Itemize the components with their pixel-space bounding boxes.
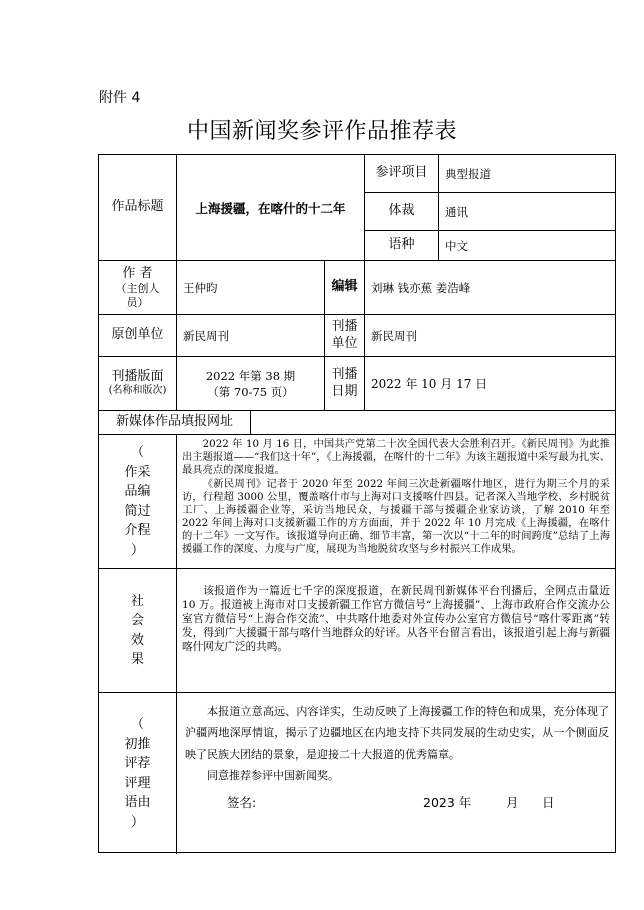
new-media-url-value bbox=[251, 411, 615, 435]
review-label-line: 评荐 bbox=[124, 756, 151, 771]
publish-unit-label-line1: 刊播 bbox=[331, 319, 358, 335]
intro-label-line: 介程 bbox=[124, 523, 151, 538]
publish-date-label-line2: 日期 bbox=[331, 383, 358, 399]
publish-unit-label-line2: 单位 bbox=[331, 335, 358, 351]
publish-date-value: 2022 年 10 月 17 日 bbox=[365, 357, 615, 411]
review-paragraph: 本报道立意高远、内容详实，生动反映了上海援疆工作的特色和成果，充分体现了沪疆两地深厚情谊，揭示了边疆地区在内地支持下共同发展的生动史实，从一个侧面反映了民族大团结的景象，是迎接二十大报道的优秀篇章。 bbox=[185, 705, 609, 761]
original-unit-label: 原创单位 bbox=[99, 315, 177, 357]
new-media-url-label: 新媒体作品填报网址 bbox=[99, 411, 251, 435]
author-value: 王仲昀 bbox=[177, 261, 325, 315]
recommendation-form bbox=[98, 154, 616, 853]
author-label-line2: （主创人 bbox=[115, 281, 160, 295]
intro-paragraph: 《新民周刊》记者于 2020 年至 2022 年间三次赴新疆喀什地区，进行为期三个月的采访，行程超 3000 公里，覆盖喀什市与上海对口支援喀什四县。记者深入当地学校、乡村脱贫工厂、上海援疆企业等，采访当地民众，与援疆干部与援疆企业家访谈，了解 2010 年至 2022 年间上海对口支援新疆工作的方方面面，并于 2022 年 10 月完成《上海援疆，在喀什的十二年》一文写作。该报道导向正确、细节丰富，第一次以“十二年的时间跨度”总结了上海援疆工作的深度、力度与广度，展现为当地脱贫攻坚与乡村振兴工作成果。 bbox=[182, 477, 610, 556]
edition-value bbox=[177, 357, 325, 411]
signature-year: 2023 年 bbox=[423, 795, 472, 810]
publish-unit-label bbox=[325, 315, 365, 357]
author-label-line3: 员） bbox=[126, 295, 149, 309]
work-title-label: 作品标题 bbox=[99, 155, 177, 261]
publish-unit-value: 新民周刊 bbox=[365, 315, 615, 357]
genre-value: 通讯 bbox=[439, 193, 615, 231]
editor-value: 刘琳 钱亦蕉 姜浩峰 bbox=[365, 261, 615, 315]
edition-label bbox=[99, 357, 177, 411]
edition-value-line1: 2022 年第 38 期 bbox=[205, 368, 296, 383]
page-title: 中国新闻奖参评作品推荐表 bbox=[186, 119, 457, 144]
signature-label: 签名: bbox=[227, 795, 257, 810]
review-label-line: ） bbox=[130, 814, 144, 830]
review-label-line: （ bbox=[130, 717, 144, 732]
editor-label: 编辑 bbox=[325, 261, 365, 315]
work-title-value: 上海援疆，在喀什的十二年 bbox=[177, 155, 365, 261]
effect-label-line: 会 bbox=[130, 613, 144, 628]
edition-label-line2: (名称和版次) bbox=[108, 385, 167, 397]
effect-label-line: 果 bbox=[130, 652, 144, 667]
category-value: 典型报道 bbox=[439, 155, 615, 193]
review-label-line: 语由 bbox=[124, 795, 151, 810]
review-label-line: 初推 bbox=[124, 736, 151, 752]
language-label: 语种 bbox=[365, 231, 439, 261]
publish-date-label-line1: 刊播 bbox=[331, 367, 358, 383]
intro-label-line: ） bbox=[130, 542, 144, 558]
intro-label-line: （ bbox=[130, 445, 144, 460]
genre-label: 体裁 bbox=[365, 193, 439, 231]
intro-paragraph: 2022 年 10 月 16 日，中国共产党第二十次全国代表大会胜利召开。《新民周刊》为此推出主题报道——“我们这十年”，《上海援疆，在喀什的十二年》为该主题报道中采写最为扎实、最具亮点的深度报道。 bbox=[182, 438, 610, 477]
intro-label bbox=[99, 435, 177, 569]
category-label: 参评项目 bbox=[365, 155, 439, 193]
effect-label-line: 社 bbox=[130, 593, 144, 609]
review-paragraph: 同意推荐参评中国新闻奖。 bbox=[207, 769, 339, 783]
signature-day: 日 bbox=[542, 795, 555, 810]
language-value: 中文 bbox=[439, 231, 615, 261]
signature-month: 月 bbox=[506, 795, 519, 810]
review-content bbox=[185, 701, 609, 791]
intro-label-line: 品编 bbox=[124, 484, 151, 499]
original-unit-value: 新民周刊 bbox=[177, 315, 325, 357]
effect-paragraph: 该报道作为一篇近七千字的深度报道，在新民周刊新媒体平台刊播后，全网点击量近 10 万。报道被上海市对口支援新疆工作官方微信号“上海援疆”、上海市政府合作交流办公室官方微信号“上海合作交流”、中共喀什地委对外宣传办公室官方微信号“喀什零距离”转发，得到广大援疆干部与喀什当地群众的好评。从各平台留言看出，该报道引起上海与新疆喀什网友广泛的共鸣。 bbox=[182, 585, 610, 653]
edition-label-line1: 刊播版面 bbox=[111, 369, 164, 385]
publish-date-label bbox=[325, 357, 365, 411]
author-label-line1: 作 者 bbox=[122, 265, 153, 281]
review-label-line: 评理 bbox=[124, 775, 151, 791]
edition-value-line2: （第 70-75 页） bbox=[207, 384, 294, 399]
intro-label-line: 简过 bbox=[124, 503, 151, 519]
effect-content bbox=[182, 585, 610, 689]
intro-content bbox=[182, 438, 610, 568]
effect-label-line: 效 bbox=[130, 632, 144, 648]
attachment-label: 附件 4 bbox=[99, 90, 141, 106]
author-label bbox=[99, 261, 177, 315]
social-effect-label bbox=[99, 569, 177, 693]
review-label bbox=[99, 693, 177, 854]
intro-label-line: 作采 bbox=[124, 464, 151, 480]
